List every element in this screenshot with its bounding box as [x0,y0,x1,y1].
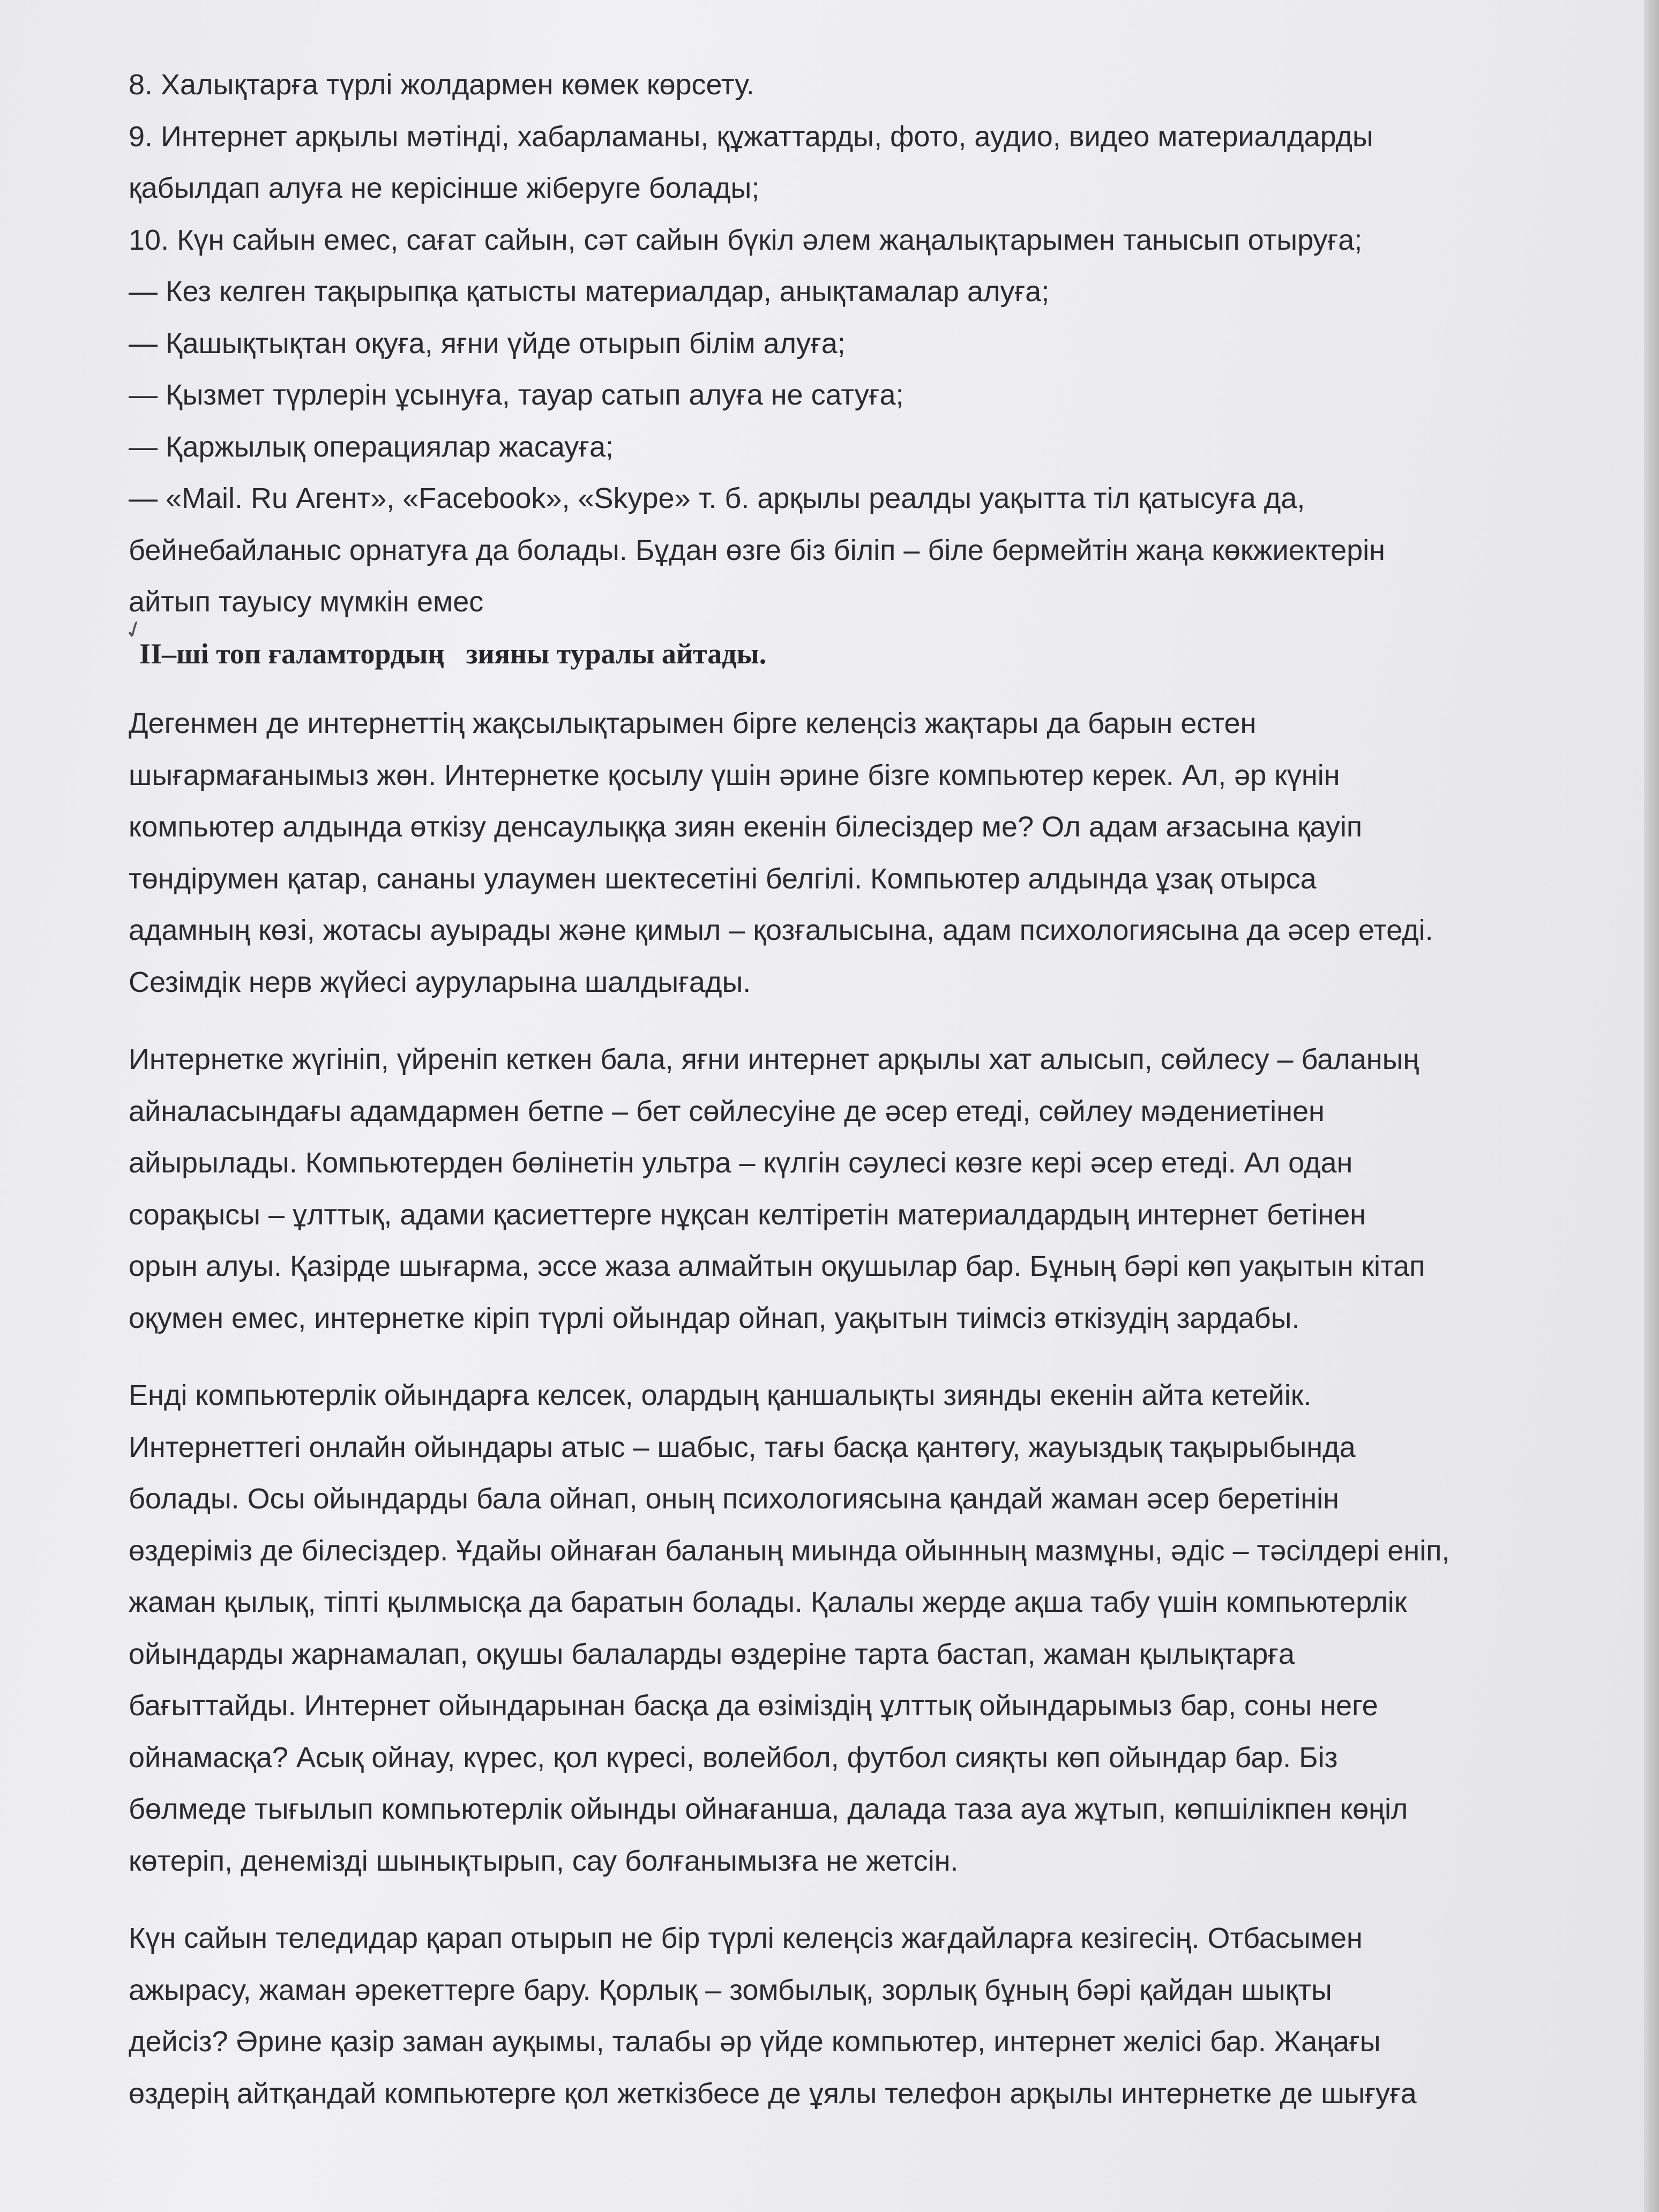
paragraph-line: компьютер алдында өткізу денсаулыққа зиян екенін білесіздер ме? Ол адам ағзасына қауіп [129,811,1363,843]
list-line: айтып тауысу мүмкін емес [129,586,484,618]
pen-mark: ✓ [120,614,148,646]
paragraph-line: орын алуы. Қазірде шығарма, эссе жаза алмайтын оқушылар бар. Бұның бәрі көп уақытын кітап [129,1250,1425,1282]
paragraph-games [129,1370,1565,1887]
benefits-list [129,59,1565,628]
paragraph-line: ойнамасқа? Асық ойнау, күрес, қол күресі, волейбол, футбол сияқты көп ойындар бар. Біз [129,1741,1338,1774]
list-line: — Кез келген тақырыпқа қатысты материалдар, анықтамалар алуға; [129,275,1050,308]
paragraph-line: ойындарды жарнамалап, оқушы балаларды өздеріне тарта бастап, жаман қылықтарға [129,1638,1295,1670]
paragraph-line: ажырасу, жаман әрекеттерге бару. Қорлық – зомбылық, зорлық бұның бәрі қайдан шықты [129,1974,1332,2006]
paragraph-line: өздеріміз де білесіздер. Ұдайы ойнаған баланың миында ойынның мазмұны, әдіс – тәсілдері еніп, [129,1534,1450,1567]
page-edge [1644,0,1659,2212]
list-line: — Қызмет түрлерін ұсынуға, тауар сатып алуға не сатуға; [129,379,904,411]
document-body [129,59,1565,2145]
paragraph-line: бөлмеде тығылып компьютерлік ойынды ойнағанша, далада таза ауа жұтып, көпшілікпен көңіл [129,1793,1408,1825]
paragraph-line: оқумен емес, интернетке кіріп түрлі ойындар ойнап, уақытын тиімсіз өткізудің зардабы. [129,1302,1300,1334]
paragraph-line: сорақысы – ұлттық, адами қасиеттерге нұқсан келтіретін материалдардың интернет бетінен [129,1198,1366,1231]
paragraph-harm-health [129,698,1565,1008]
paragraph-line: айырылады. Компьютерден бөлінетін ультра – күлгін сәулесі көзге кері әсер етеді. Ал одан [129,1147,1353,1179]
section-heading: II–ші топ ғаламтордың зияны туралы айтады. [139,637,767,670]
paragraph-line: жаман қылық, тіпті қылмысқа да баратын болады. Қалалы жерде ақша табу үшін компьютерлік [129,1586,1407,1618]
paragraph-line: Сезімдік нерв жүйесі ауруларына шалдығады. [129,966,751,998]
list-line: 10. Күн сайын емес, сағат сайын, сәт сайын бүкіл әлем жаңалықтарымен танысып отыруға; [129,223,1363,256]
paragraph-line: Енді компьютерлік ойындарға келсек, олардың қаншалықты зиянды екенін айта кетейік. [129,1379,1312,1411]
paragraph-line: төндірумен қатар, сананы улаумен шектесетіні белгілі. Компьютер алдында ұзақ отырса [129,862,1317,895]
paragraph-line: өздерің айтқандай компьютерге қол жеткізбесе де ұялы телефон арқылы интернетке де шығуға [129,2077,1417,2110]
list-line: — Қашықтықтан оқуға, яғни үйде отырып білім алуға; [129,327,846,360]
paragraph-line: Интернеттегі онлайн ойындары атыс – шабыс, тағы басқа қантөгу, жауыздық тақырыбында [129,1431,1356,1463]
list-line: — Қаржылық операциялар жасауға; [129,430,614,463]
paragraph-line: айналасындағы адамдармен бетпе – бет сөйлесуіне де әсер етеді, сөйлеу мәдениетінен [129,1095,1325,1127]
paragraph-line: Интернетке жүгініп, үйреніп кеткен бала, яғни интернет арқылы хат алысып, сөйлесу – баланың [129,1043,1419,1075]
paragraph-line: көтеріп, денемізді шынықтырып, сау болғанымызға не жетсін. [129,1844,959,1877]
list-line: 8. Халықтарға түрлі жолдармен көмек көрсету. [129,69,754,101]
paragraph-tv [129,1912,1565,2119]
paragraph-line: шығармағанымыз жөн. Интернетке қосылу үшін әрине бізге компьютер керек. Ал, әр күнін [129,759,1340,791]
list-line: 9. Интернет арқылы мәтінді, хабарламаны, құжаттарды, фото, аудио, видео материалдарды [129,120,1373,153]
paragraph-line: дейсіз? Әрине қазір заман ауқымы, талабы әр үйде компьютер, интернет желісі бар. Жаңағы [129,2026,1381,2058]
paragraph-line: болады. Осы ойындарды бала ойнап, оның психологиясына қандай жаман әсер беретінін [129,1483,1339,1515]
paragraph-line: Күн сайын теледидар қарап отырып не бір түрлі келеңсіз жағдайларға кезігесің. Отбасымен [129,1922,1363,1954]
paragraph-line: бағыттайды. Интернет ойындарынан басқа да өзіміздің ұлттық ойындарымыз бар, соны неге [129,1690,1378,1722]
list-line: қабылдап алуға не керісінше жіберуге болады; [129,172,760,204]
paragraph-line: Дегенмен де интернеттің жақсылықтарымен бірге келеңсіз жақтары да барын естен [129,707,1257,739]
list-line: бейнебайланыс орнатуға да болады. Бұдан өзге біз біліп – біле бермейтін жаңа көкжиектерін [129,534,1385,566]
list-line: — «Mail. Ru Агент», «Facebook», «Skype» т. б. арқылы реалды уақытта тіл қатысуға да, [129,482,1305,514]
paragraph-line: адамның көзі, жотасы ауырады және қимыл – қозғалысына, адам психологиясына да әсер етеді. [129,914,1433,946]
paragraph-harm-children [129,1034,1565,1344]
